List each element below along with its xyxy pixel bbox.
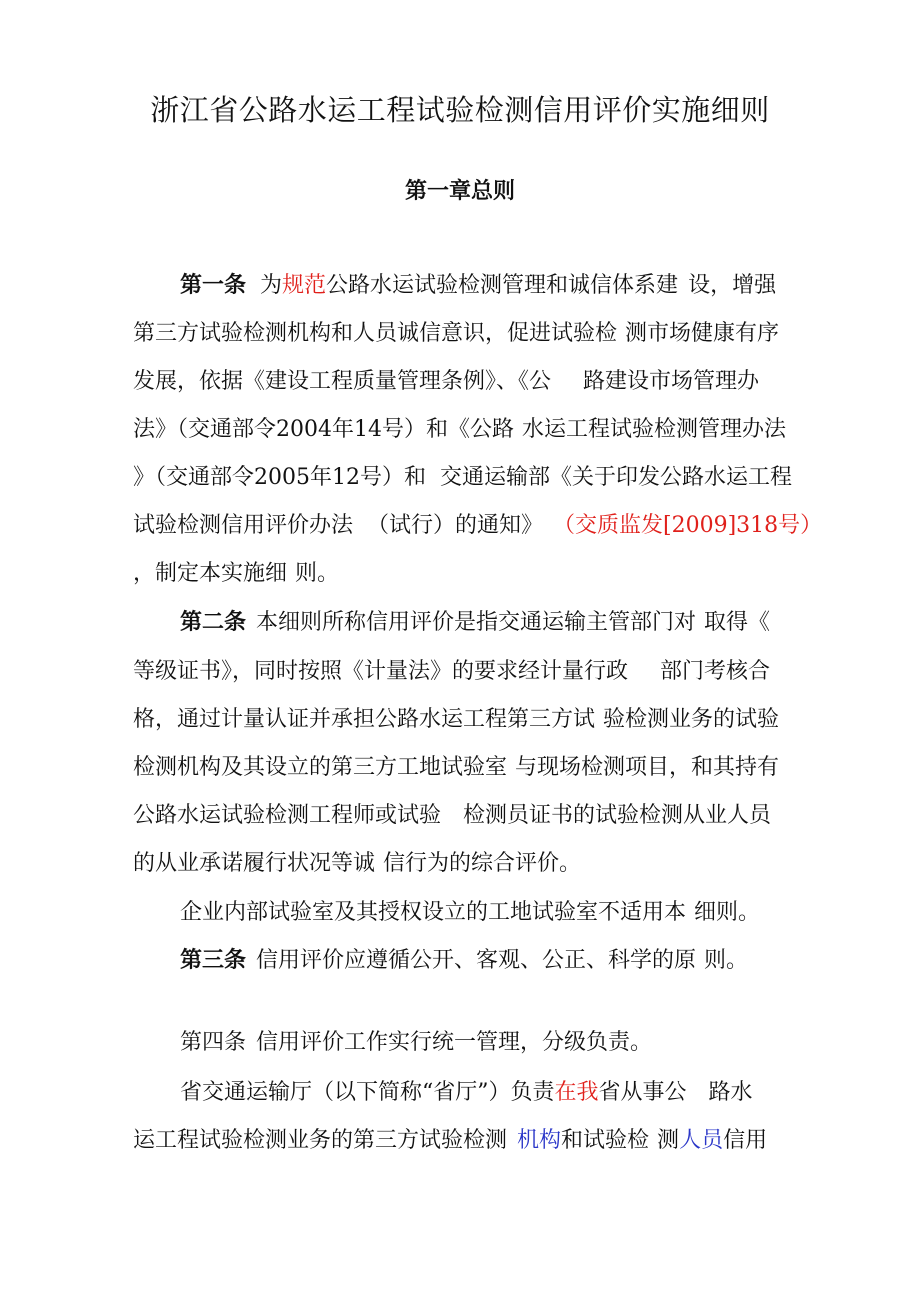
article-3-text: 信用评价应遵循公开、客观、公正、科学的原 xyxy=(256,948,697,973)
article-4-line-3 xyxy=(133,1125,793,1157)
article-2-text: 验检测业务的试验 xyxy=(603,707,780,732)
article-1-line-6 xyxy=(133,510,823,542)
article-1-text: 法》（交通部令2004年14号）和《公路 xyxy=(133,417,514,442)
highlight-red-text: 在我 xyxy=(554,1080,599,1105)
article-3-line-1 xyxy=(180,945,793,977)
article-1-line-7 xyxy=(133,558,793,590)
article-2-text: 企业内部试验室及其授权设立的工地试验室不适用本 xyxy=(180,900,687,925)
article-1-text: 为 xyxy=(260,273,283,298)
article-2-text: 细则。 xyxy=(694,900,761,925)
article-4-line-1 xyxy=(180,1027,793,1059)
article-4-line-2 xyxy=(180,1077,793,1109)
article-1-text: 设，增强 xyxy=(688,273,777,298)
article-1-line-1 xyxy=(180,270,793,302)
article-2-text: 检测机构及其设立的第三方工地试验室 xyxy=(133,755,508,780)
article-1-line-3 xyxy=(133,366,793,398)
article-2-text: 取得《 xyxy=(704,610,771,635)
article-1-text: 则。 xyxy=(295,561,340,586)
article-2-text: 公路水运试验检测工程师或试验 xyxy=(133,803,442,828)
article-1-text: 发展，依据《建设工程质量管理条例》、《公 xyxy=(133,369,552,394)
article-1-line-4 xyxy=(133,414,793,446)
article-2-text: 检测员证书的试验检测从业人员 xyxy=(463,803,772,828)
article-4-text: 路水 xyxy=(708,1080,753,1105)
article-2-line-3 xyxy=(133,704,793,736)
article-2-line-6 xyxy=(133,848,793,880)
article-1-label: 第一条 xyxy=(180,273,247,298)
article-2-text: 格，通过计量认证并承担公路水运工程第三方试 xyxy=(133,707,596,732)
article-2-text: 信行为的综合评价。 xyxy=(383,851,582,876)
article-4-text: 测 xyxy=(657,1128,680,1153)
article-4-text: 信用评价工作实行统一管理，分级负责。 xyxy=(256,1030,653,1055)
article-1-line-2 xyxy=(133,318,793,350)
article-1-text: ，制定本实施细 xyxy=(133,561,288,586)
article-2-line-5 xyxy=(133,800,793,832)
article-2-text: 的从业承诺履行状况等诚 xyxy=(133,851,376,876)
highlight-blue-text: 人员 xyxy=(679,1128,724,1153)
article-4-label: 第四条 xyxy=(180,1030,247,1055)
article-1-text: （试行）的通知》 xyxy=(367,513,544,538)
article-4-text: 省交通运输厅（以下简称“省厅”）负责 xyxy=(180,1080,555,1105)
article-4-text: 信用 xyxy=(723,1128,768,1153)
article-1-text: 》（交通部令2005年12号）和 xyxy=(133,465,426,490)
article-1-text: 路建设市场管理办 xyxy=(583,369,760,394)
article-2-line-2 xyxy=(133,656,793,688)
article-2-text: 与现场检测项目，和其持有 xyxy=(515,755,780,780)
highlight-blue-text: 机构 xyxy=(517,1128,562,1153)
highlight-red-text: 规范 xyxy=(282,273,327,298)
article-1-text: 交通运输部《关于印发公路水运工程 xyxy=(439,465,792,490)
highlight-red-reference: （交质监发[2009]318号） xyxy=(553,513,823,538)
article-1-text: 水运工程试验检测管理办法 xyxy=(521,417,786,442)
article-2-line-4 xyxy=(133,752,793,784)
article-2-note xyxy=(180,897,793,929)
article-4-text: 省从事公 xyxy=(598,1080,687,1105)
article-2-text: 部门考核合 xyxy=(660,659,771,684)
article-1-line-5 xyxy=(133,462,793,494)
article-1-text: 测市场健康有序 xyxy=(625,321,780,346)
document-title: 浙江省公路水运工程试验检测信用评价实施细则 xyxy=(150,93,770,127)
chapter-heading: 第一章总则 xyxy=(404,179,515,204)
article-4-text: 运工程试验检测业务的第三方试验检测 xyxy=(133,1128,508,1153)
article-3-label: 第三条 xyxy=(180,948,247,973)
article-2-line-1 xyxy=(180,607,793,639)
article-4-text: 和试验检 xyxy=(561,1128,650,1153)
article-1-text: 试验检测信用评价办法 xyxy=(133,513,354,538)
article-1-text: 公路水运试验检测管理和诚信体系建 xyxy=(326,273,679,298)
article-2-label: 第二条 xyxy=(180,610,247,635)
article-2-text: 本细则所称信用评价是指交通运输主管部门对 xyxy=(256,610,697,635)
article-3-text: 则。 xyxy=(704,948,749,973)
article-2-text: 等级证书》，同时按照《计量法》的要求经计量行政 xyxy=(133,659,629,684)
article-1-text: 第三方试验检测机构和人员诚信意识，促进试验检 xyxy=(133,321,618,346)
